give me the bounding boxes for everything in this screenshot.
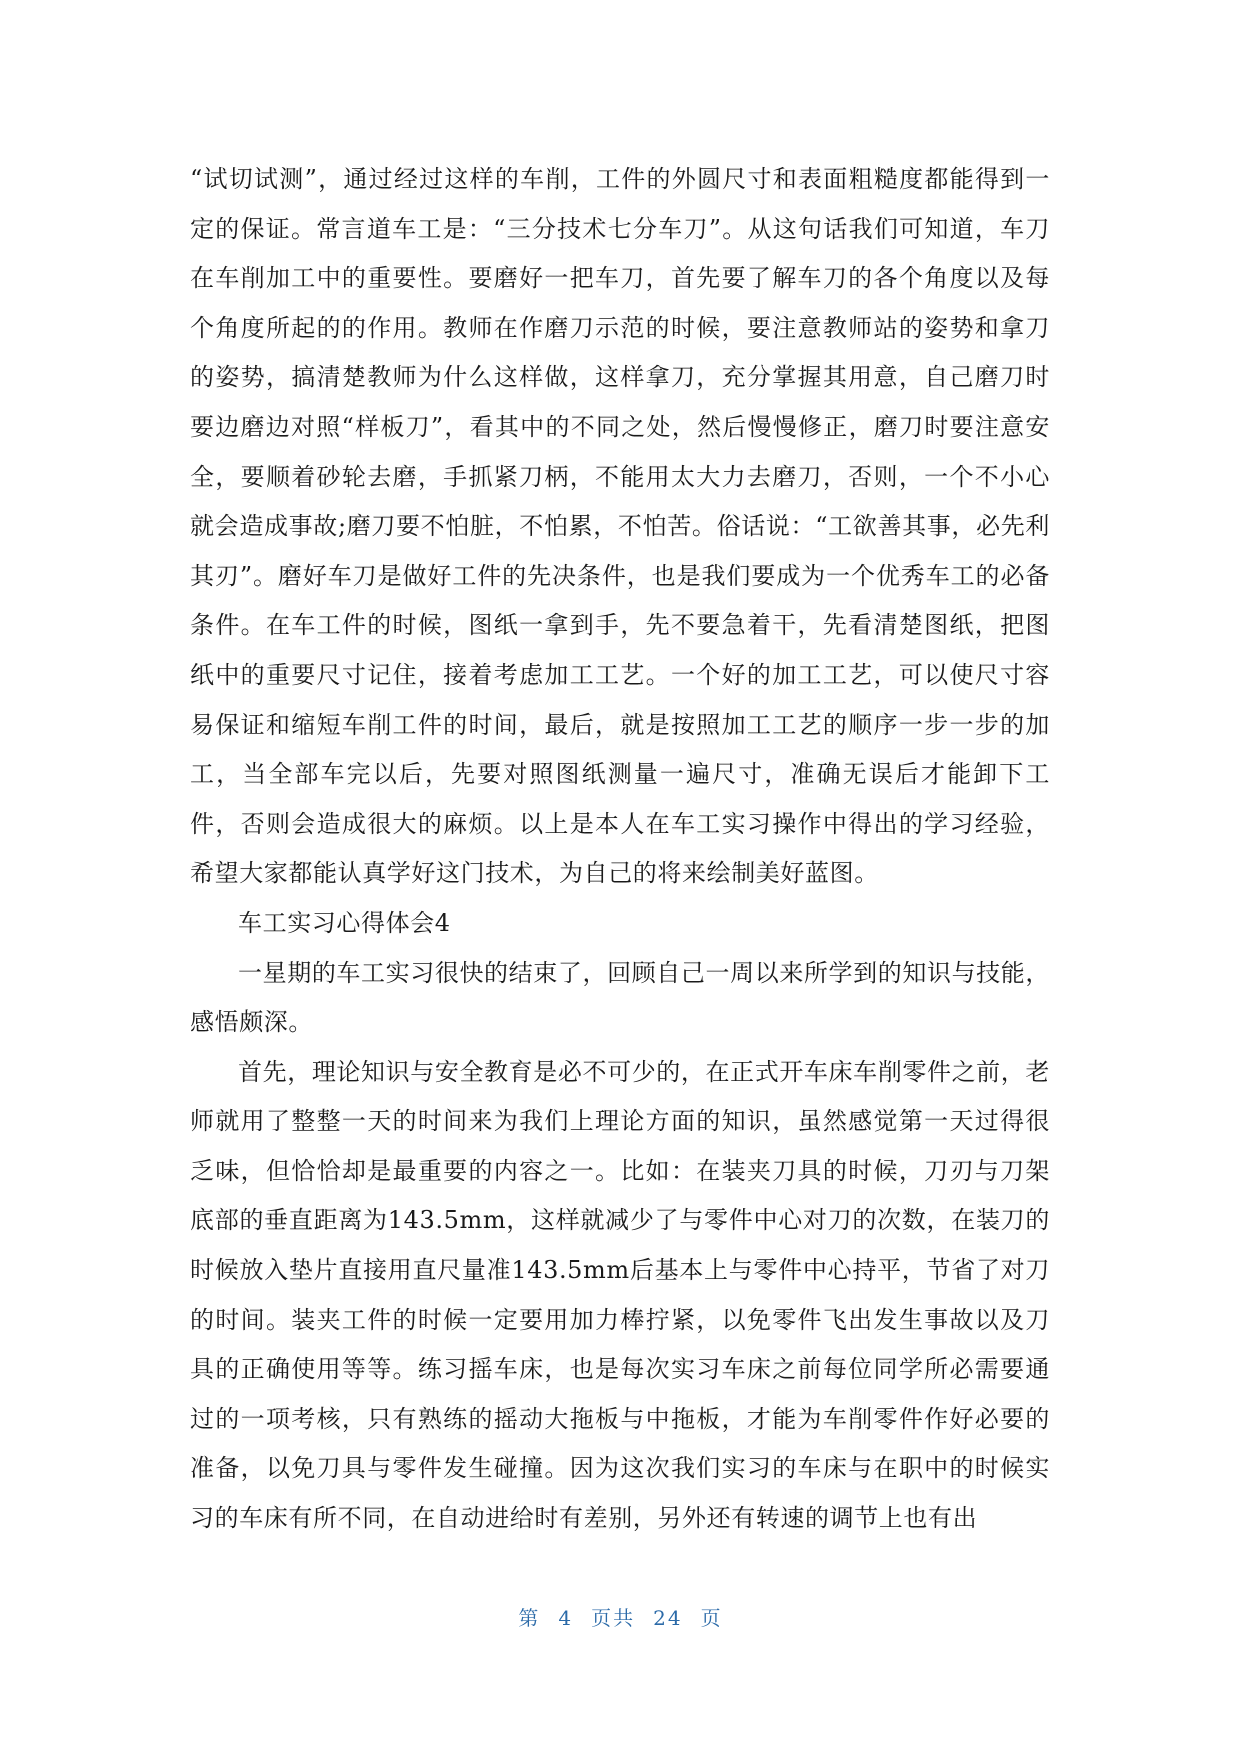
paragraph-body: “试切试测”，通过经过这样的车削，工件的外圆尺寸和表面粗糙度都能得到一定的保证。常言道车工是：“三分技术七分车刀”。从这句话我们可知道，车刀在车削加工中的重要性。要磨好一把车刀，首先要了解车刀的各个角度以及每个角度所起的的作用。教师在作磨刀示范的时候，要注意教师站的姿势和拿刀的姿势，搞清楚教师为什么这样做，这样拿刀，充分掌握其用意，自己磨刀时要边磨边对照“样板刀”，看其中的不同之处，然后慢慢修正，磨刀时要注意安全，要顺着砂轮去磨，手抓紧刀柄，不能用太大力去磨刀，否则，一个不小心就会造成事故;磨刀要不怕脏，不怕累，不怕苦。俗话说：“工欲善其事，必先利其刃”。磨好车刀是做好工件的先决条件，也是我们要成为一个优秀车工的必备条件。在车工件的时候，图纸一拿到手，先不要急着干，先看清楚图纸，把图纸中的重要尺寸记住，接着考虑加工工艺。一个好的加工工艺，可以使尺寸容易保证和缩短车削工件的时间，最后，就是按照加工工艺的顺序一步一步的加工，当全部车完以后，先要对照图纸测量一遍尺寸，准确无误后才能卸下工件，否则会造成很大的麻烦。以上是本人在车工实习操作中得出的学习经验，希望大家都能认真学好这门技术，为自己的将来绘制美好蓝图。: [190, 165, 1050, 888]
footer-suffix: 页: [700, 1606, 723, 1630]
paragraph-body: 一星期的车工实习很快的结束了，回顾自己一周以来所学到的知识与技能，感悟颇深。: [190, 958, 1050, 1037]
page-number: 4: [558, 1606, 574, 1630]
total-pages: 24: [653, 1606, 683, 1630]
paragraph-body: 首先，理论知识与安全教育是必不可少的，在正式开车床车削零件之前，老师就用了整整一天的时间来为我们上理论方面的知识，虽然感觉第一天过得很乏味，但恰恰却是最重要的内容之一。比如：在装夹刀具的时候，刀刃与刀架底部的垂直距离为143.5mm，这样就减少了与零件中心对刀的次数，在装刀的时候放入垫片直接用直尺量准143.5mm后基本上与零件中心持平，节省了对刀的时间。装夹工件的时候一定要用加力棒拧紧，以免零件飞出发生事故以及刀具的正确使用等等。练习摇车床，也是每次实习车床之前每位同学所必需要通过的一项考核，只有熟练的摇动大拖板与中拖板，才能为车削零件作好必要的准备，以免刀具与零件发生碰撞。因为这次我们实习的车床与在职中的时候实习的车床有所不同，在自动进给时有差别，另外还有转速的调节上也有出: [190, 1057, 1050, 1533]
page-footer: [0, 1602, 1241, 1631]
footer-middle: 页共: [591, 1606, 636, 1630]
document-body: [190, 155, 1050, 1544]
footer-prefix: 第: [518, 1606, 541, 1630]
section-heading: 车工实习心得体会4: [238, 908, 451, 937]
